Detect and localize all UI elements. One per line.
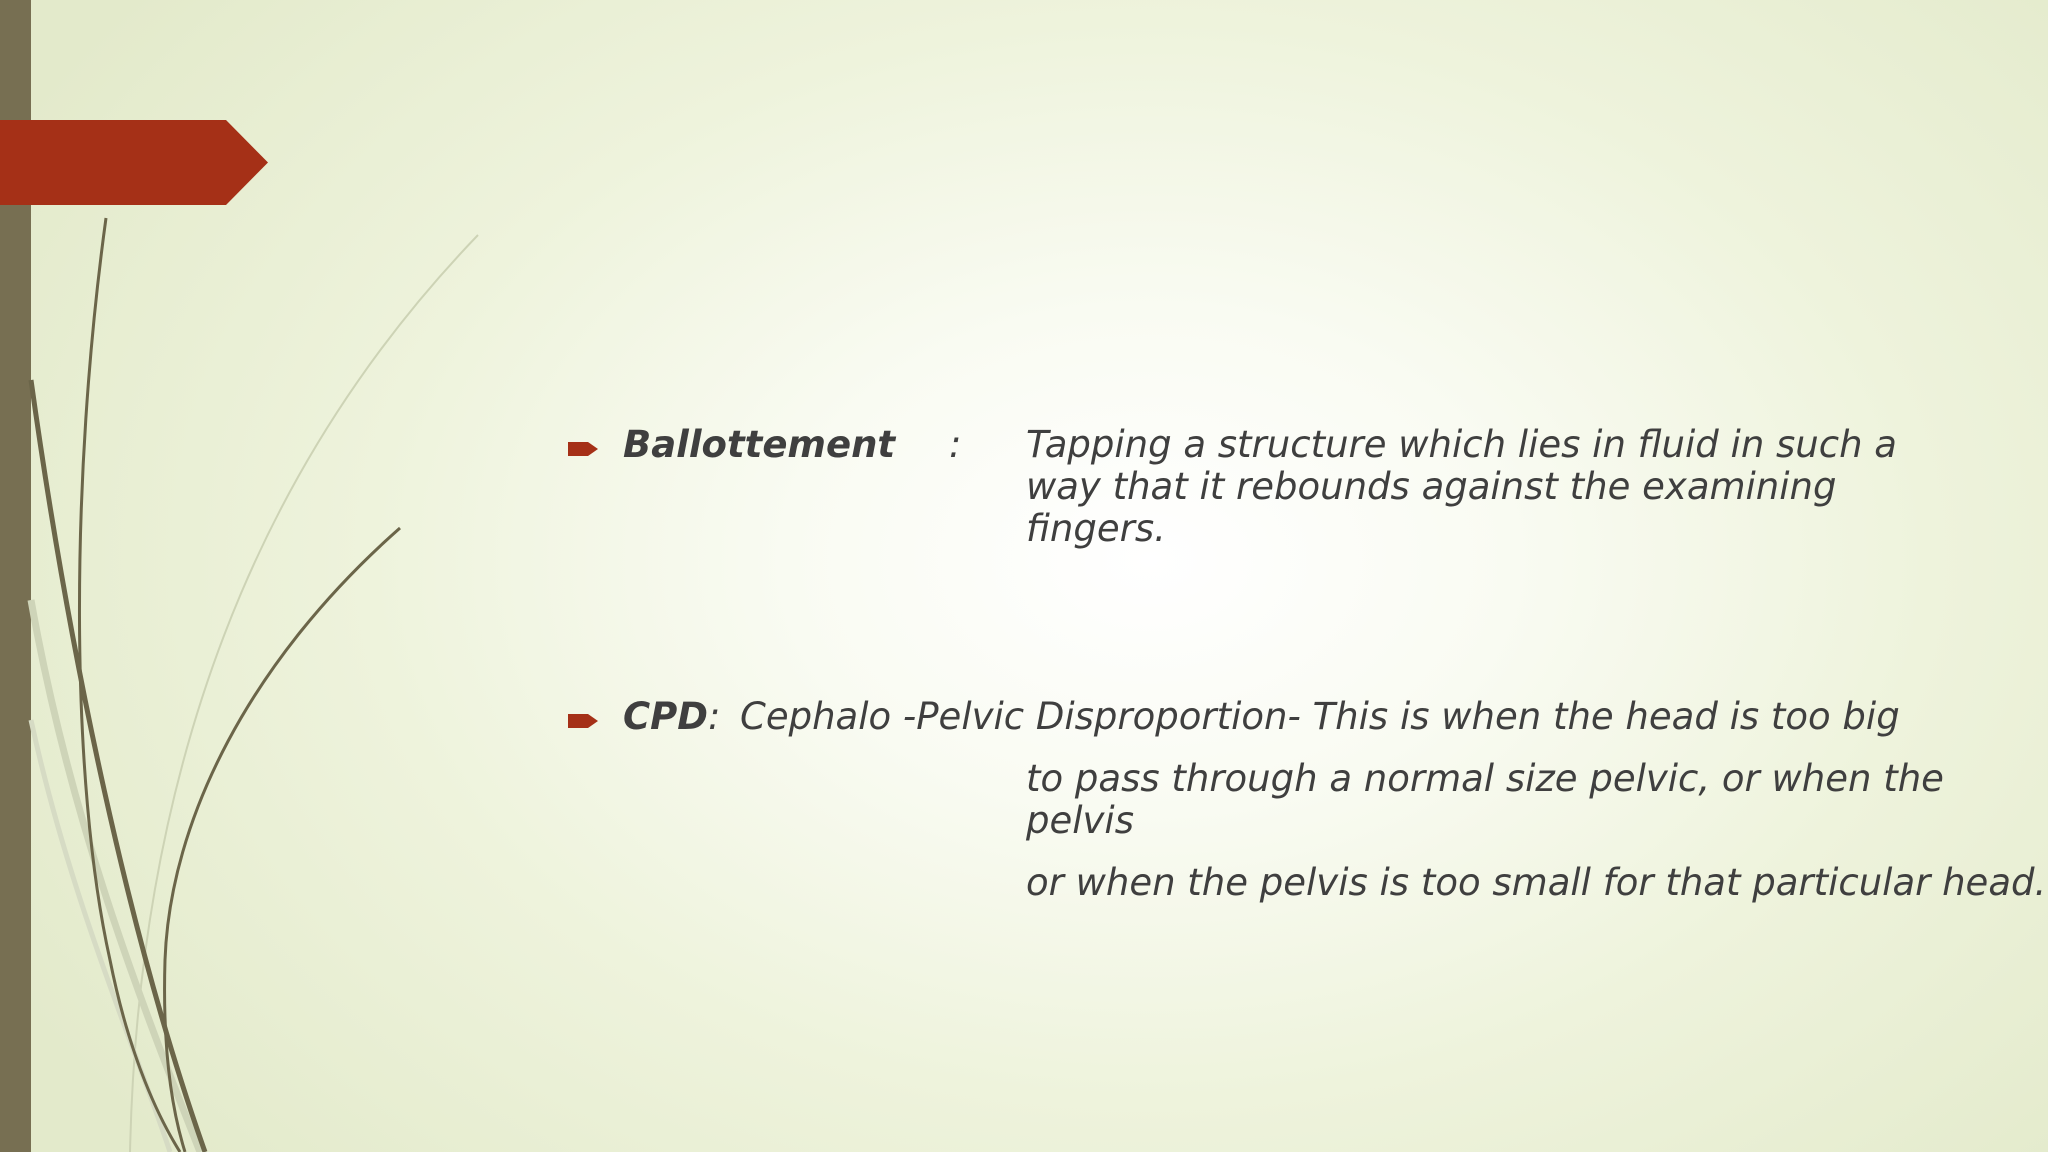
term-separator: : (949, 423, 962, 466)
definition-item-cpd (0, 696, 2048, 916)
definition-line: or when the pelvis is too small for that particular head. (1026, 861, 2047, 904)
term-separator: : (707, 695, 721, 738)
term-row (623, 696, 720, 738)
title-flag-shape (0, 120, 268, 205)
definition-line: Tapping a structure which lies in fluid in such a (1026, 423, 1897, 466)
definition-line: pelvis (1026, 799, 1134, 842)
definition-line: Cephalo -Pelvic Disproportion- This is when the head is too big (740, 695, 1900, 738)
definition-line: way that it rebounds against the examining (1026, 465, 1837, 508)
term-label: CPD (623, 695, 708, 738)
definition-item-ballottement (0, 424, 2048, 564)
definition-line: fingers. (1026, 507, 1166, 550)
term-label: Ballottement (623, 423, 896, 466)
definition-line: to pass through a normal size pelvic, or when the (1026, 757, 1944, 800)
